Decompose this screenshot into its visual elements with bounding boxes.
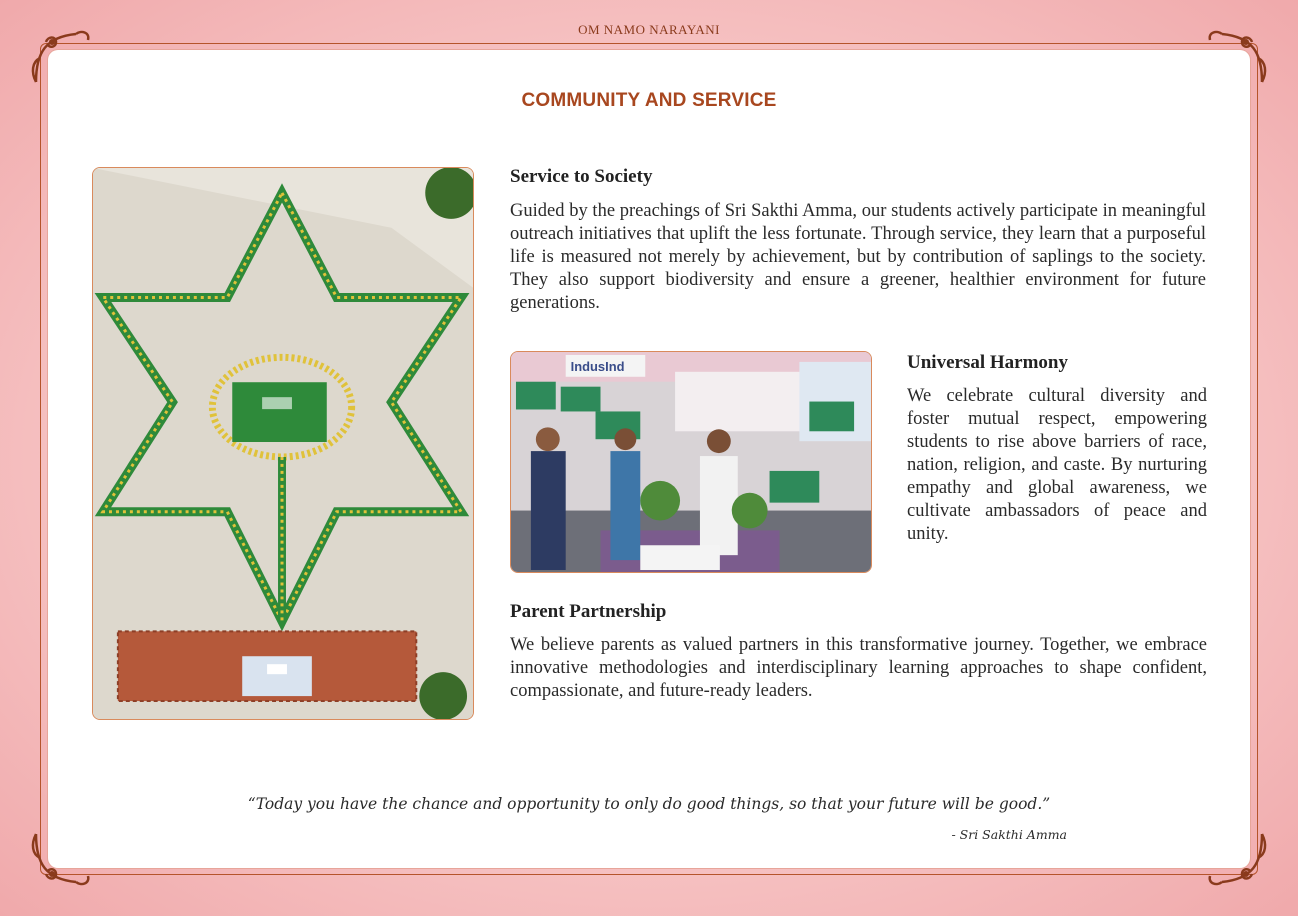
banner-text: IndusInd [570,358,625,374]
page-header: OM NAMO NARAYANI [578,22,720,37]
section-body: We celebrate cultural diversity and foster mutual respect, empowering students to rise above barriers of race, nation, religion, and caste. By nurturing empathy and global awareness, we cultivate ambassadors of peace and unity. [907,386,1207,544]
section-heading: Parent Partnership [510,601,667,622]
quote-text: “Today you have the chance and opportunity to only do good things, so that your future will be good.” [247,795,1051,813]
section-body: Guided by the preachings of Sri Sakthi Amma, our students actively participate in meaningful outreach initiatives that uplift the less fortunate. Through service, they learn that a purposeful life is measured not merely by achievement, but by contribution of saplings to the society. They also support biodiversity and ensure a greener, healthier environment for future generations. [510,201,1206,313]
sapling-event-photo [510,351,872,573]
section-heading: Service to Society [510,166,653,187]
service-to-society-section [510,166,1206,315]
section-heading: Universal Harmony [907,352,1068,373]
section-body: We believe parents as valued partners in this transformative journey. Together, we embrace innovative methodologies and interdisciplinary learning approaches to shape confident, compassionate, and future-ready leaders. [510,635,1207,701]
quote-author: - Sri Sakthi Amma [951,827,1067,842]
parent-partnership-section [510,601,1207,703]
star-formation-photo [92,167,474,720]
universal-harmony-section [907,352,1207,546]
page-title: COMMUNITY AND SERVICE [521,90,777,111]
